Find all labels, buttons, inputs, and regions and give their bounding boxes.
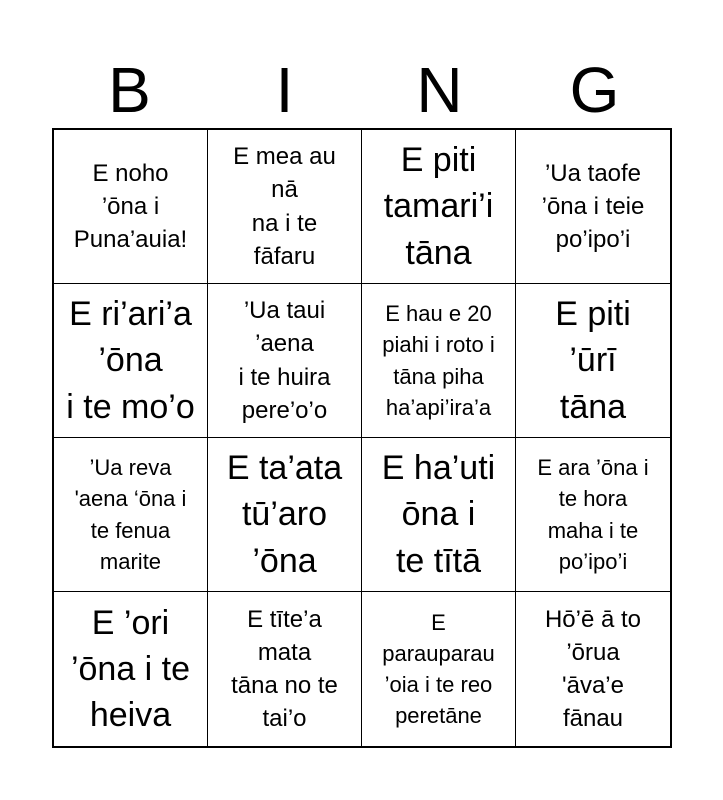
bingo-cell-r2-c3[interactable]: E hau e 20 piahi i roto i tāna piha ha’api’ira’a bbox=[362, 284, 516, 438]
bingo-cell-r1-c1[interactable]: E noho ’ōna i Puna’auia! bbox=[54, 130, 208, 284]
bingo-cell-r3-c2[interactable]: E ta’ata tū’aro ’ōna bbox=[208, 438, 362, 592]
header-letter-g: G bbox=[569, 54, 620, 126]
bingo-cell-r1-c2[interactable]: E mea au nā na i te fāfaru bbox=[208, 130, 362, 284]
bingo-cell-r2-c1[interactable]: E ri’ari’a ’ōna i te mo’o bbox=[54, 284, 208, 438]
bingo-cell-r1-c4[interactable]: ’Ua taofe ’ōna i teie po’ipo’i bbox=[516, 130, 670, 284]
bingo-header bbox=[52, 52, 672, 128]
bingo-cell-r4-c3[interactable]: E parauparau ’oia i te reo peretāne bbox=[362, 592, 516, 746]
bingo-cell-r3-c4[interactable]: E ara ’ōna i te hora maha i te po’ipo’i bbox=[516, 438, 670, 592]
bingo-cell-r4-c4[interactable]: Hō’ē ā to ’ōrua 'āva’e fānau bbox=[544, 605, 642, 733]
header-letter-n: N bbox=[416, 54, 463, 126]
bingo-cell-r4-c2[interactable]: E tīte’a mata tāna no te tai’o bbox=[208, 592, 362, 746]
bingo-board bbox=[52, 128, 672, 748]
bingo-cell-r1-c3[interactable]: E piti tamari’i tāna bbox=[362, 130, 516, 284]
header-letter-b: B bbox=[108, 54, 151, 126]
bingo-cell-r2-c4[interactable]: E piti ’ūrī tāna bbox=[516, 284, 670, 438]
bingo-cell-r3-c3[interactable]: E ha’uti ōna i te tītā bbox=[362, 438, 516, 592]
header-letter-i: I bbox=[275, 54, 294, 126]
bingo-cell-r3-c1[interactable]: ’Ua reva 'aena ‘ōna i te fenua marite bbox=[54, 438, 208, 592]
bingo-cell-r2-c2[interactable]: ’Ua taui ’aena i te huira pere’o’o bbox=[208, 284, 362, 438]
bingo-cell-r4-c1[interactable]: E ’ori ’ōna i te heiva bbox=[54, 592, 208, 746]
